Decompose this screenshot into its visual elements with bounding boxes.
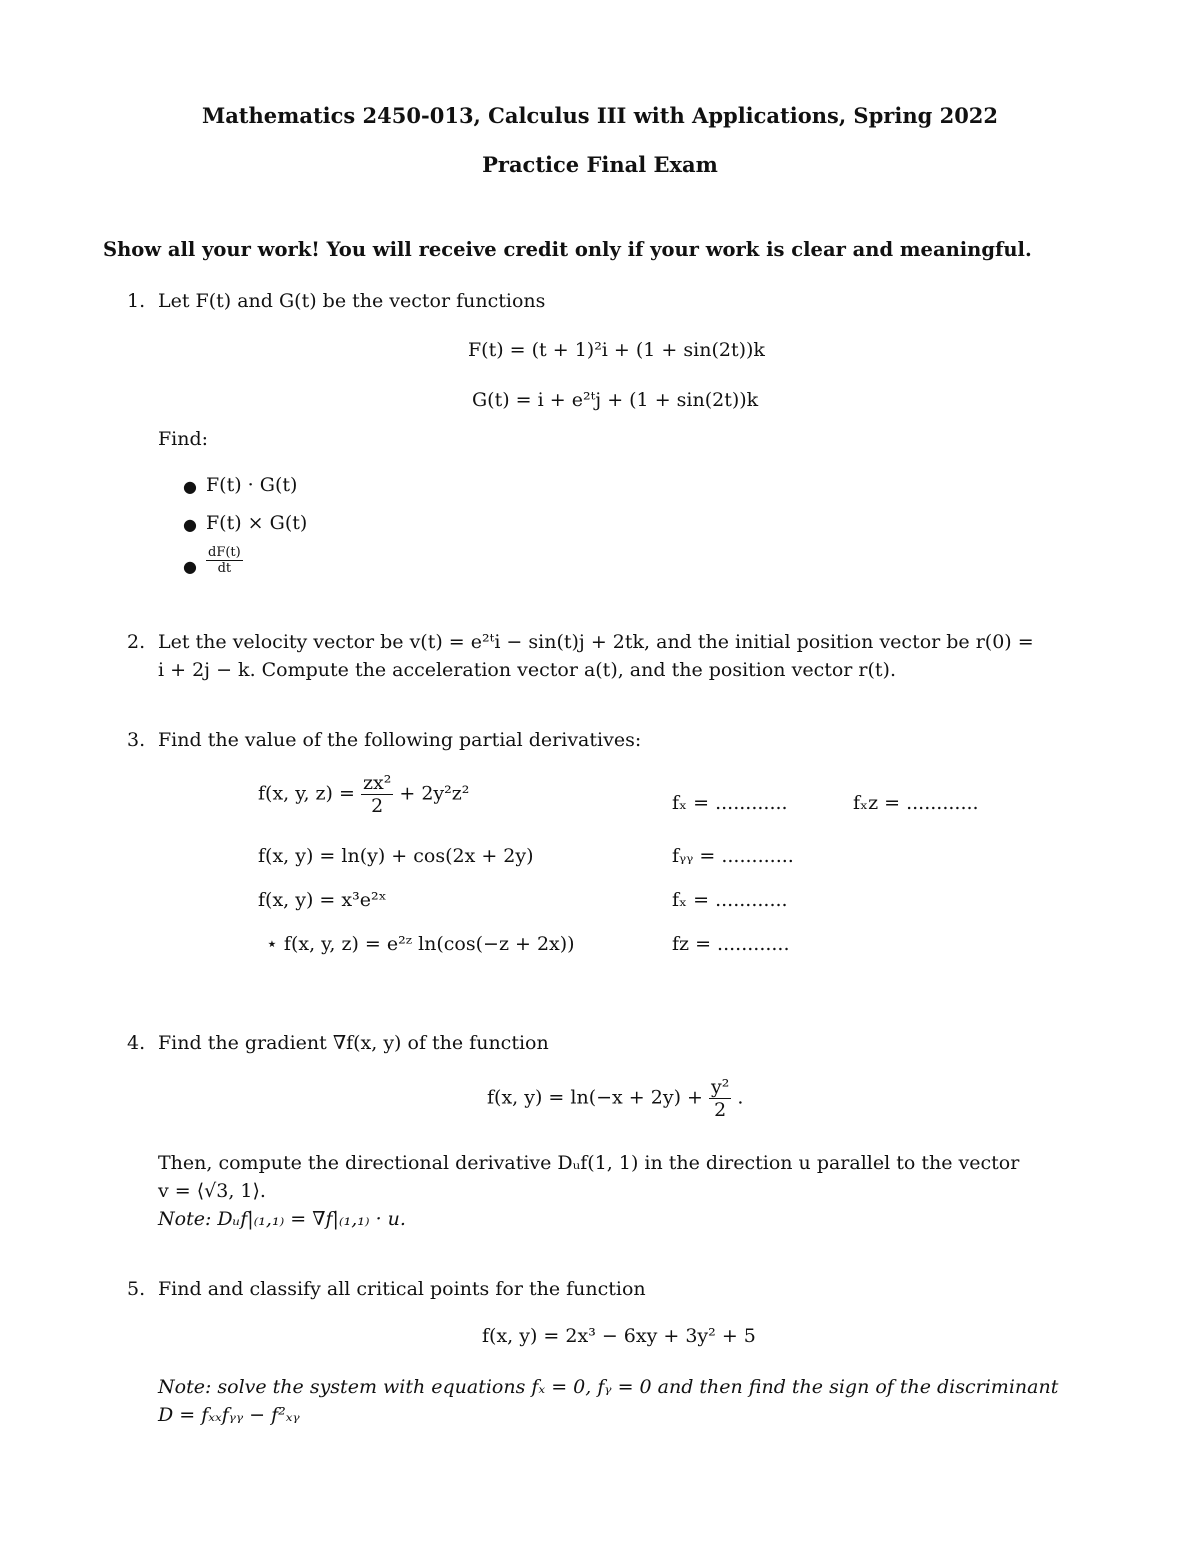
problem-1-text: Let F(t) and G(t) be the vector functions [158,290,546,312]
problem-4-line2: v = ⟨√3, 1⟩. [158,1180,266,1202]
problem-3-row-1-function [258,772,469,817]
problem-5-note-1: Note: solve the system with equations fₓ = 0, fᵧ = 0 and then find the sign of the discriminant [158,1376,1059,1398]
problem-5-note-2: D = fₓₓfᵧᵧ − f²ₓᵧ [158,1404,300,1426]
bullet-icon: ● [183,515,197,534]
row-1-lhs: f(x, y, z) = [258,782,355,805]
problem-4-fraction-numerator: y² [711,1076,730,1098]
problem-4-eq-lhs: f(x, y) = ln(−x + 2y) + [487,1086,703,1109]
problem-4-note: Note: Dᵤf|₍₁,₁₎ = ∇f|₍₁,₁₎ · u. [158,1208,406,1230]
row-1-fraction-denominator: 2 [371,795,384,817]
problem-3-row-3-function: f(x, y) = x³e²ˣ [258,889,387,911]
problem-3-row-3-answer: fₓ = ............ [672,889,788,911]
row-1-fraction-numerator: zx² [362,772,392,794]
row-1-rhs: + 2y²z² [399,782,470,805]
problem-1-eq-f: F(t) = (t + 1)²i + (1 + sin(2t))k [468,339,765,361]
problem-1-eq-g: G(t) = i + e²ᵗj + (1 + sin(2t))k [472,389,759,411]
exam-title: Practice Final Exam [482,152,718,177]
problem-3-row-4-function: ⋆ f(x, y, z) = e²ᶻ ln(cos(−z + 2x)) [266,933,575,955]
problem-5-text: Find and classify all critical points for the function [158,1278,646,1300]
problem-1-item-cross: F(t) × G(t) [206,512,308,534]
problem-3-row-1-answer-1: fₓ = ............ [672,792,788,814]
problem-5-equation: f(x, y) = 2x³ − 6xy + 3y² + 5 [482,1325,756,1347]
bullet-icon: ● [183,557,197,576]
problem-3-text: Find the value of the following partial derivatives: [158,729,642,751]
problem-4-eq-end: . [737,1086,744,1109]
derivative-numerator: dF(t) [208,545,241,560]
problem-3-row-4-answer: fz = ............ [672,933,790,955]
problem-1-derivative [206,545,243,576]
problem-3-number: 3. [127,729,146,751]
problem-4-number: 4. [127,1032,146,1054]
problem-1-find: Find: [158,428,209,450]
problem-4-equation [487,1076,743,1121]
course-title: Mathematics 2450-013, Calculus III with Applications, Spring 2022 [201,103,999,128]
problem-4-fraction-denominator: 2 [714,1099,727,1121]
problem-1-number: 1. [127,290,146,312]
problem-2-line2: i + 2j − k. Compute the acceleration vector a(t), and the position vector r(t). [158,659,896,681]
problem-3-row-2-function: f(x, y) = ln(y) + cos(2x + 2y) [258,845,534,867]
problem-5-number: 5. [127,1278,146,1300]
problem-3-row-1-answer-2: fₓz = ............ [853,792,979,814]
derivative-denominator: dt [217,561,232,576]
problem-3-row-2-answer: fᵧᵧ = ............ [672,845,794,867]
problem-2-line1: Let the velocity vector be v(t) = e²ᵗi − sin(t)j + 2tk, and the initial position vector be r(0) = [158,631,1034,653]
problem-1-item-dot: F(t) · G(t) [206,474,298,496]
problem-2-number: 2. [127,631,146,653]
problem-4-text: Find the gradient ∇f(x, y) of the function [158,1032,549,1054]
problem-4-line1: Then, compute the directional derivative Dᵤf(1, 1) in the direction u parallel to the vector [158,1152,1020,1174]
bullet-icon: ● [183,477,197,496]
instructions: Show all your work! You will receive credit only if your work is clear and meaningful. [103,238,1032,261]
